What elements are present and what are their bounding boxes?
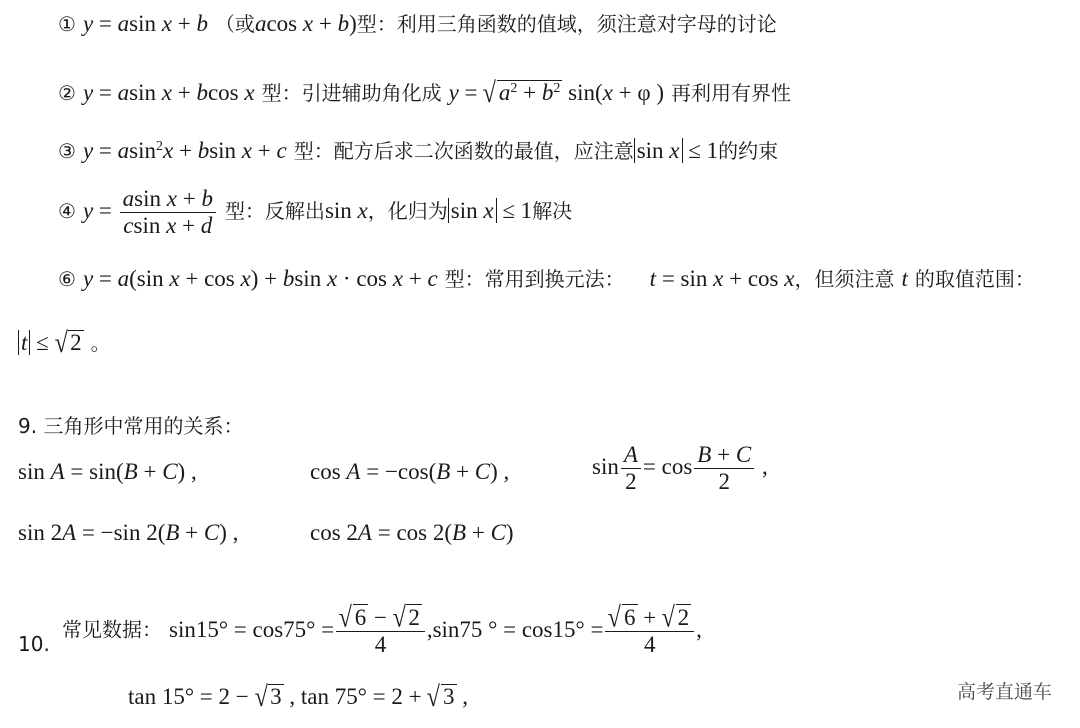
section-10-title-text: 常见数据： xyxy=(62,617,162,642)
item-6-text: 型：常用到换元法： xyxy=(444,267,625,291)
cosA-formula: cos A = −cos(B + C) , xyxy=(310,459,510,484)
item-4-formula: y = $\frac{\text{asin x + b}}{\text{csin x + d}}$ xyxy=(83,198,218,223)
sinA2-formula: sin $\frac{A}{2}$ = cos $\frac{B + C}{2}$ , xyxy=(592,442,768,495)
sinA-formula: sin A = sin(B + C) , xyxy=(18,459,197,484)
item-6-tail: 的取值范围： xyxy=(914,267,1035,291)
triangle-relation-1 xyxy=(18,460,197,484)
item-1-formula: y = asin x + b xyxy=(82,11,208,36)
sin2A-formula: sin 2A = −sin 2(B + C) , xyxy=(18,520,239,545)
item-2-number: ② xyxy=(58,81,76,105)
item-2-formula: y = asin x + bcos x xyxy=(82,80,255,105)
item-2-tail: 再利用有界性 xyxy=(671,81,792,105)
section-9-title-text: 9. 三角形中常用的关系： xyxy=(18,414,244,438)
item-2-aux-formula: y = √ $a^2 + b^2$ sin(x + φ ) xyxy=(448,76,665,109)
item-3-formula: y = asin$^2$x + bsin x + c xyxy=(82,138,287,163)
item-4-var: sin x xyxy=(324,198,368,224)
formula-item-6 xyxy=(58,267,1035,291)
item-6-formula: y = a(sin x + cos x) + bsin x · cos x + c xyxy=(82,266,438,291)
item-4-number: ④ xyxy=(58,199,76,224)
section-9-title xyxy=(18,416,243,438)
section-10-tan-values xyxy=(128,680,468,713)
tan15-formula: tan 15° = 2 − √ 3 , tan 75° = 2 + √ 3 , xyxy=(128,680,468,713)
item-6-range-formula: t ≤ √ 2 xyxy=(18,330,84,355)
formula-item-4 xyxy=(58,186,572,240)
formula-item-2 xyxy=(58,76,792,109)
formula-item-6-range xyxy=(18,326,111,359)
section-10-number xyxy=(18,634,50,656)
item-2-text: 型：引进辅助角化成 xyxy=(261,81,442,105)
item-6-number: ⑥ xyxy=(58,267,76,291)
triangle-relation-5 xyxy=(310,521,514,545)
item-1-text: 型：利用三角函数的值域，须注意对字母的讨论 xyxy=(356,12,777,36)
item-1-number: ① xyxy=(58,12,76,36)
item-6-end: 。 xyxy=(90,331,111,355)
item-3-constraint: sin x ≤ 1 xyxy=(634,138,718,163)
item-6-t-var: t xyxy=(901,266,908,291)
formula-item-3 xyxy=(58,139,778,163)
item-3-text: 型：配方后求二次函数的最值，应注意 xyxy=(293,139,634,163)
item-4-tail: 解决 xyxy=(532,199,573,224)
sin15-formula: sin15° = cos75° = $\frac{√ 6 - √ 2}{4}$ ,sin75 ° = cos15° = $\frac{√ 6 + √ 2}{4}$ , xyxy=(169,601,702,658)
item-4-text: 型：反解出 xyxy=(224,199,325,224)
watermark: 高考直通车 xyxy=(956,681,1052,703)
triangle-relation-4 xyxy=(18,521,238,545)
section-10-num-text: 10. xyxy=(18,632,50,656)
item-6-substitution: t = sin x + cos x xyxy=(649,266,795,291)
item-1-alt-formula: acos x + b) xyxy=(254,11,357,36)
item-1-alt-label: （或 xyxy=(214,12,255,36)
triangle-relation-3 xyxy=(592,442,768,496)
section-10-values xyxy=(62,601,702,659)
formula-item-1 xyxy=(58,12,777,36)
item-3-tail: 的约束 xyxy=(718,139,779,163)
item-4-mid: ，化归为 xyxy=(367,199,448,224)
item-6-mid: ，但须注意 xyxy=(794,267,895,291)
item-4-constraint: sin x ≤ 1 xyxy=(448,198,532,223)
triangle-relation-2 xyxy=(310,460,509,484)
cos2A-formula: cos 2A = cos 2(B + C) xyxy=(310,520,514,545)
item-3-number: ③ xyxy=(58,139,76,163)
